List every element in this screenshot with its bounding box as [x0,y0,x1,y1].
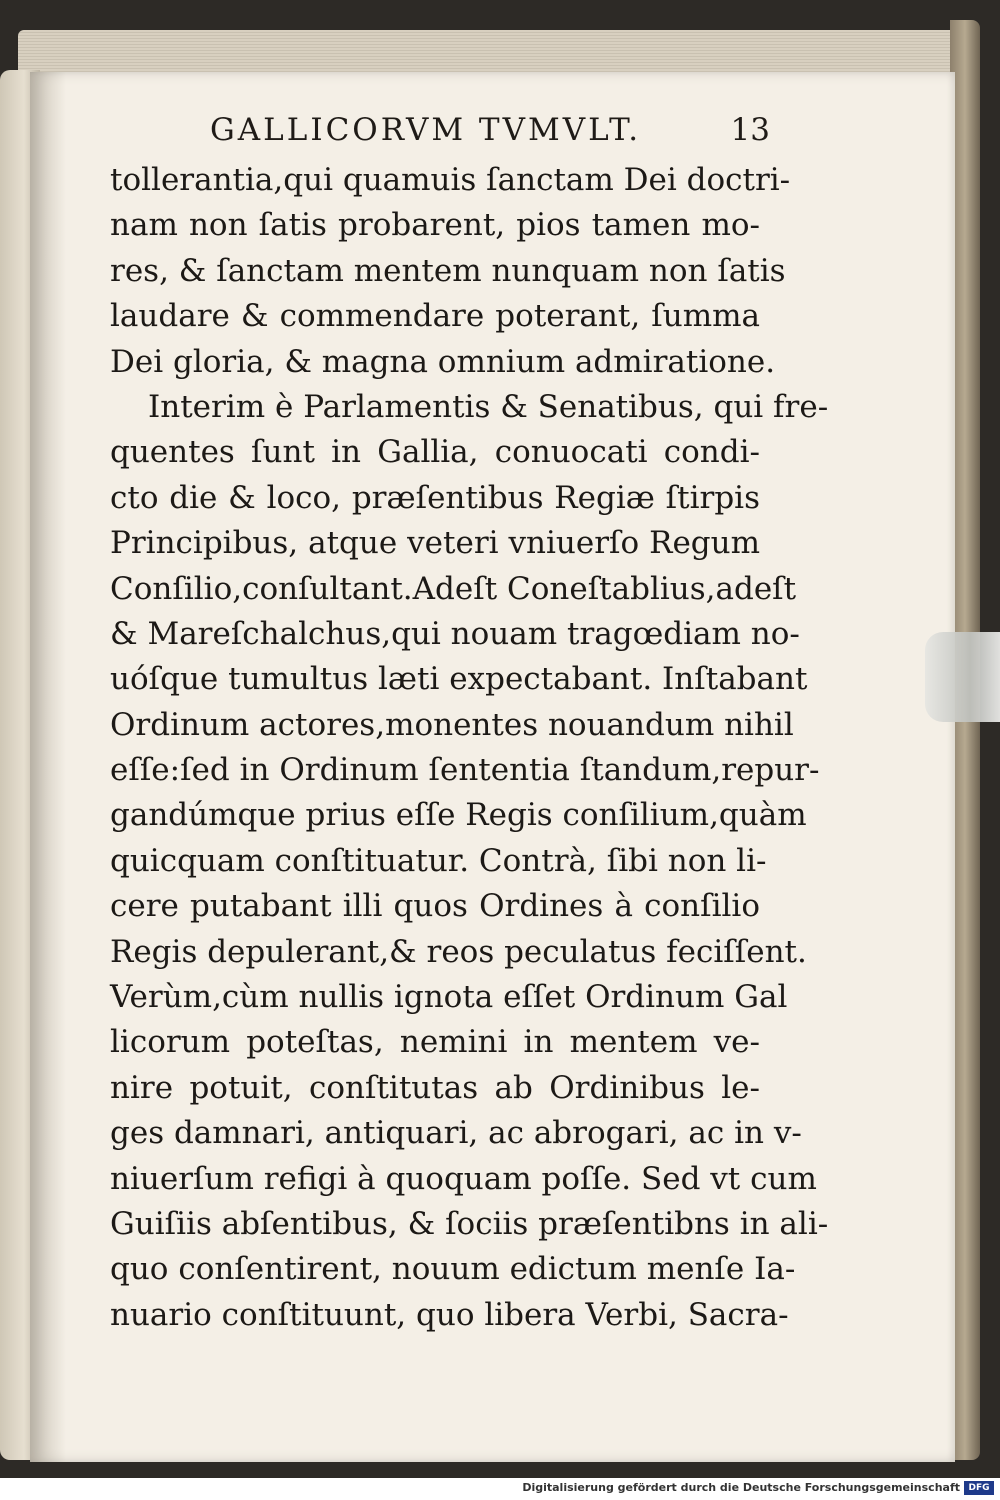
page-gutter [30,72,66,1462]
body-text [110,158,829,1338]
text-line: Ordinum actores,monentes nouandum nihil [110,706,794,743]
text-line: niuerſum refigi à quoquam poſſe. Sed vt cum [110,1160,817,1197]
digitization-footer [0,1478,1000,1500]
text-line: cere putabant illi quos Ordines à conſilio [110,888,760,925]
text-line: Interim è Parlamentis & Senatibus, qui fre- [148,388,829,425]
text-line: quo conſentirent, nouum edictum menſe Ia- [110,1251,796,1288]
text-line: & Mareſchalchus,qui nouam tragœdiam no- [110,615,800,652]
text-line: Dei gloria, & magna omnium admiratione. [110,343,776,380]
text-line: Principibus, atque veteri vniuerſo Regum [110,525,760,562]
text-line: Conſilio,conſultant.Adeſt Coneſtablius,adeſt [110,570,797,607]
page-number: 13 [730,112,770,148]
text-line: nam non ſatis probarent, pios tamen mo- [110,207,760,244]
running-head-title: GALLICORVM TVMVLT. [210,112,642,148]
text-line: uóſque tumultus læti expectabant. Inſtabant [110,661,808,698]
text-line: cto die & loco, præſentibus Regiæ ſtirpis [110,479,760,516]
running-head [210,112,770,148]
text-line: tollerantia,qui quamuis ſanctam Dei doctri- [110,162,791,198]
text-line: nuario conſtituunt, quo libera Verbi, Sacra- [110,1296,789,1333]
funding-credit: Digitalisierung gefördert durch die Deutsche Forschungsgemeinschaft [522,1481,960,1494]
text-line: quicquam conſtituatur. Contrà, ſibi non li- [110,842,767,879]
text-line: res, & ſanctam mentem nunquam non ſatis [110,252,786,289]
dfg-logo-icon: DFG [964,1481,994,1495]
text-line: ges damnari, antiquari, ac abrogari, ac in v- [110,1115,802,1152]
text-line: Guiſiis abſentibus, & ſociis præſentibns in ali- [110,1205,829,1242]
text-line: licorum poteſtas, nemini in mentem ve- [110,1024,760,1061]
text-line: laudare & commendare poterant, ſumma [110,298,760,335]
text-line: Verùm,cùm nullis ignota eſſet Ordinum Gal [110,979,788,1016]
text-line: eſſe:ſed in Ordinum ſententia ſtandum,repur- [110,752,820,789]
text-line: nire potuit, conſtitutas ab Ordinibus le- [110,1069,760,1106]
text-line: Regis depulerant,& reos peculatus feciſſent. [110,933,807,970]
text-line: quentes ſunt in Gallia, conuocati condi- [110,434,760,471]
page-clip [925,632,1000,722]
text-line: gandúmque prius eſſe Regis conſilium,quàm [110,797,807,834]
